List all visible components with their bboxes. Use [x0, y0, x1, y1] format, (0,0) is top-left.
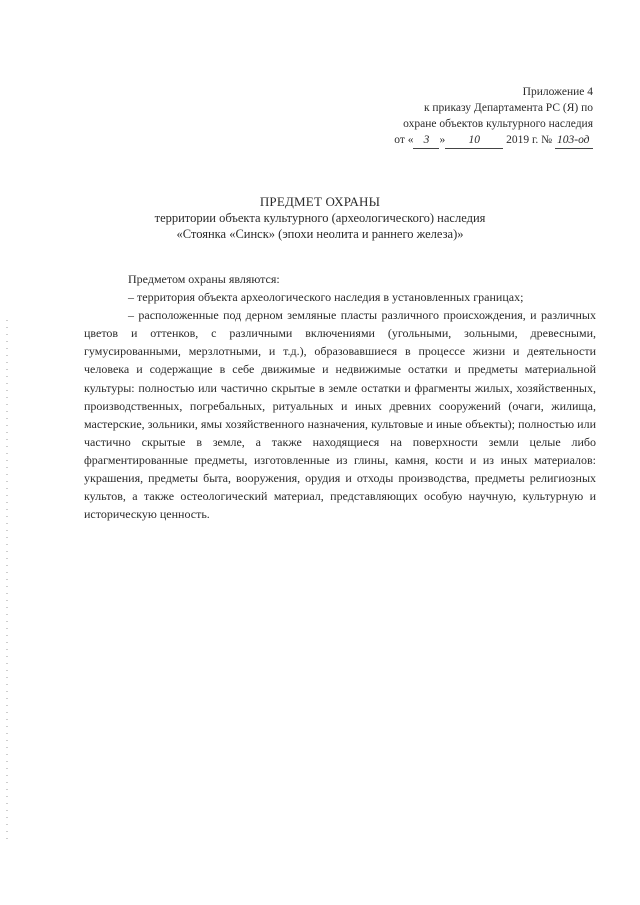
scan-margin-marks [6, 320, 8, 840]
site-name: «Стоянка «Синск» (эпохи неолита и раннего железа)» [176, 227, 464, 241]
document-body [84, 270, 596, 523]
document-subtitle: территории объекта культурного (археологического) наследия [154, 211, 486, 225]
intro-paragraph: Предметом охраны являются: [128, 272, 280, 286]
date-day: 3 [413, 132, 439, 149]
date-prefix: от « [394, 134, 414, 146]
date-year: 2019 г. № [506, 134, 553, 146]
date-month: 10 [445, 132, 503, 149]
appendix-department: охране объектов культурного наследия [403, 118, 593, 130]
appendix-header [293, 84, 593, 149]
document-title-block [0, 194, 640, 242]
order-number: 103-од [555, 132, 593, 149]
date-mid: » [439, 134, 446, 146]
list-item-layers: – расположенные под дерном земляные пласты различного происхождения, и различных цветов и оттенков, с различными включениями (угольными, зольными, древесными, гумусированными, мерзлотными, и т.д.), образовавшиеся в процессе жизни и деятельности человека и содержащие в себе движимые и недвижимые остатки и предметы материальной культуры: полностью или частично скрытые в земле остатки и фрагменты жилых, хозяйственных, производственных, погребальных, ритуальных и иных древних сооружений (очаги, жилища, мастерские, зольники, ямы хозяйственного назначения, культовые и иные объекты); полностью или частично скрытые в земле, а также находящиеся на поверхности земли целые либо фрагментированные предметы, изготовленные из глины, камня, кости и из иных материалов: украшения, предметы быта, вооружения, орудия и отходы производства, предметы религиозных культов, а также остеологический материал, представляющих особую научную, культурную и историческую ценность. [84, 308, 596, 522]
list-item-territory: – территория объекта археологического наследия в установленных границах; [128, 290, 524, 305]
appendix-date-line [293, 132, 593, 149]
appendix-order-ref: к приказу Департамента РС (Я) по [423, 102, 593, 114]
document-title: ПРЕДМЕТ ОХРАНЫ [259, 194, 381, 209]
appendix-number: Приложение 4 [522, 86, 593, 98]
